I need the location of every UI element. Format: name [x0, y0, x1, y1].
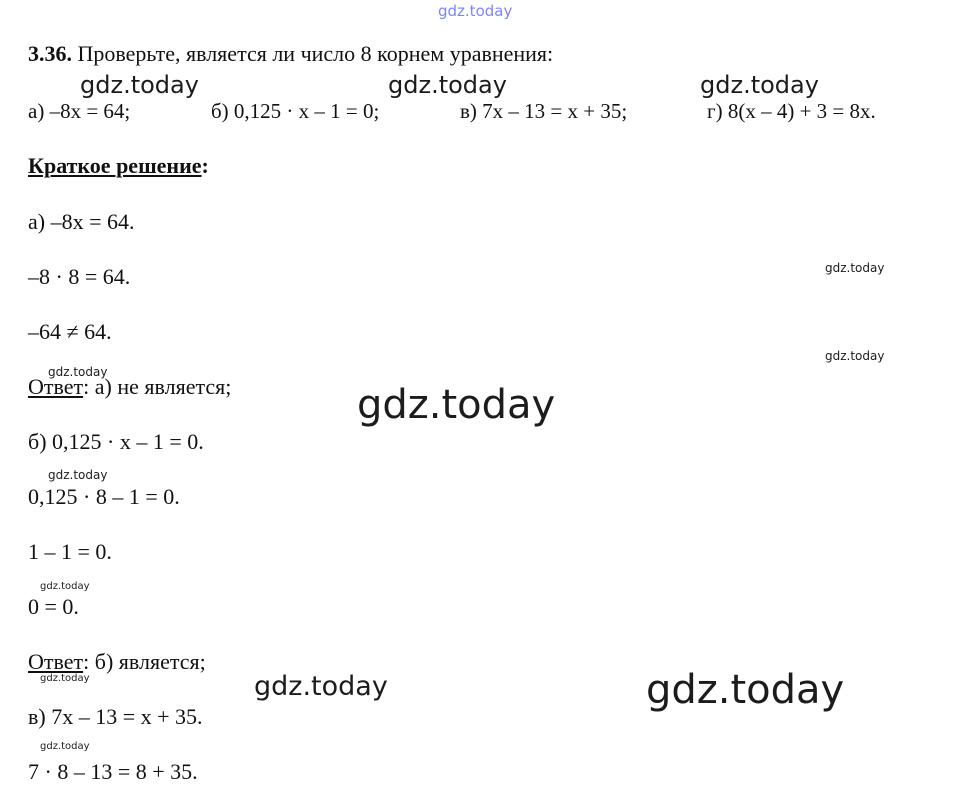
solution-heading [28, 155, 209, 177]
watermark-top: gdz.today [438, 2, 513, 20]
solution-line: –8 · 8 = 64. [28, 264, 131, 289]
solution-heading-text: Краткое решение [28, 153, 202, 178]
answer-b [28, 651, 206, 673]
option-b: б) 0,125 · x – 1 = 0; [211, 99, 380, 123]
watermark: gdz.today [80, 71, 199, 99]
option-v: в) 7x – 13 = x + 35; [460, 99, 628, 123]
option-g: г) 8(x – 4) + 3 = 8x. [707, 99, 876, 123]
problem-number: 3.36. [28, 41, 72, 66]
solution-line: 1 – 1 = 0. [28, 539, 112, 564]
solution-heading-colon: : [201, 153, 209, 178]
solution-line: а) –8x = 64. [28, 209, 135, 234]
watermark: gdz.today [700, 71, 819, 99]
answer-text: : а) не является; [83, 374, 232, 399]
answer-word: Ответ [28, 649, 84, 674]
watermark: gdz.today [254, 671, 388, 702]
watermark: gdz.today [825, 349, 885, 363]
watermark: gdz.today [40, 673, 90, 684]
problem-header [28, 43, 553, 65]
watermark: gdz.today [48, 365, 108, 379]
watermark: gdz.today [48, 468, 108, 482]
answer-word: Ответ [28, 374, 84, 399]
watermark: gdz.today [40, 741, 90, 752]
solution-line: б) 0,125 · x – 1 = 0. [28, 429, 204, 454]
watermark: gdz.today [646, 667, 845, 713]
problem-statement: Проверьте, является ли число 8 корнем уравнения: [77, 41, 554, 66]
solution-line: 0 = 0. [28, 594, 79, 619]
watermark: gdz.today [388, 71, 507, 99]
solution-line: 7 · 8 – 13 = 8 + 35. [28, 759, 198, 784]
solution-line: 0,125 · 8 – 1 = 0. [28, 484, 180, 509]
solution-line: в) 7x – 13 = x + 35. [28, 704, 203, 729]
watermark: gdz.today [825, 261, 885, 275]
answer-a [28, 376, 231, 398]
solution-line: –64 ≠ 64. [28, 319, 112, 344]
watermark: gdz.today [357, 382, 556, 428]
option-a: а) –8x = 64; [28, 99, 131, 123]
watermark: gdz.today [40, 581, 90, 592]
answer-text: : б) является; [83, 649, 206, 674]
